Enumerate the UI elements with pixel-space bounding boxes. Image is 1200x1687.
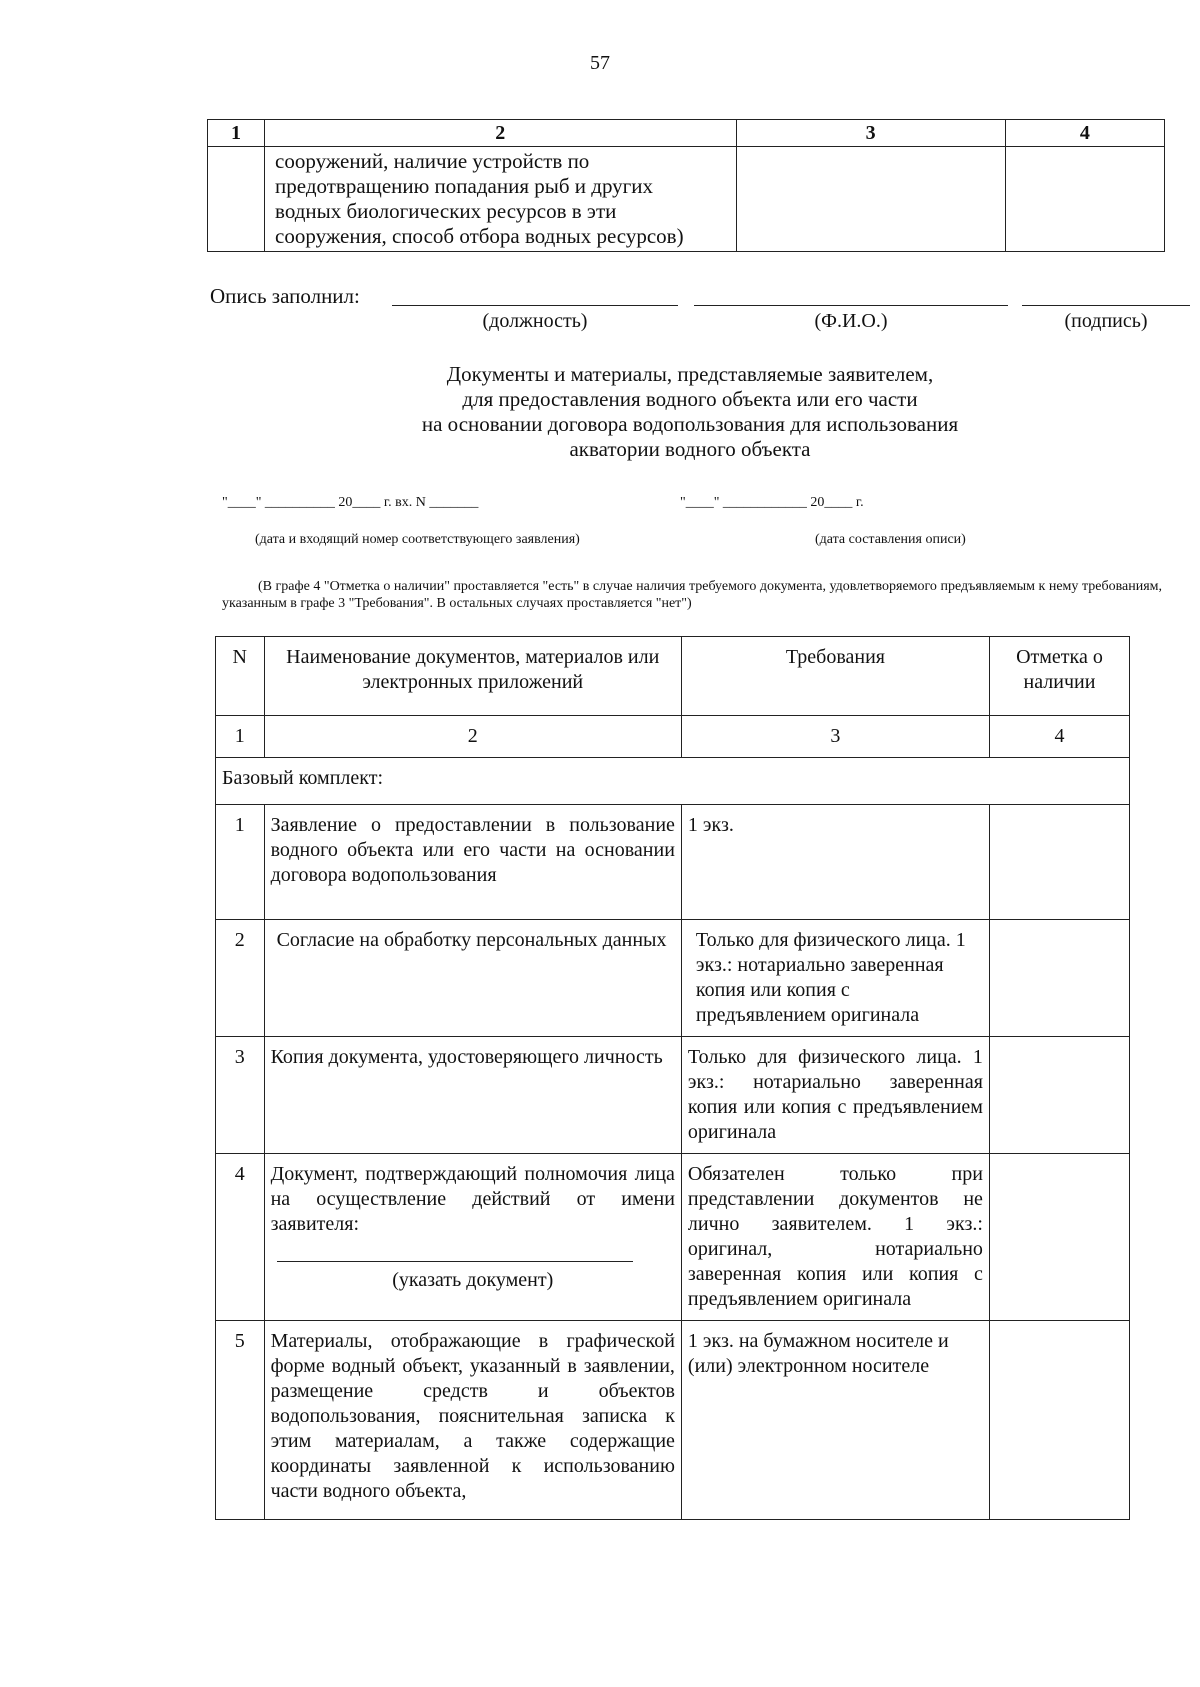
column-number-2: 2	[264, 716, 681, 758]
document-name: Согласие на обработку персональных данных	[264, 920, 681, 1037]
column-number-4: 4	[989, 716, 1129, 758]
cell-description	[265, 147, 736, 252]
title-line: для предоставления водного объекта или его части	[462, 387, 918, 411]
specify-document-caption: (указать документ)	[392, 1269, 554, 1291]
inventory-date-caption: (дата составления описи)	[815, 532, 966, 547]
column-numbers-row	[216, 716, 1130, 758]
application-date-caption: (дата и входящий номер соответствующего заявления)	[255, 532, 580, 547]
row-number: 5	[216, 1321, 265, 1520]
continuation-table-header	[208, 120, 1165, 147]
column-number-3: 3	[681, 716, 989, 758]
row-number: 2	[216, 920, 265, 1037]
availability-mark	[989, 920, 1129, 1037]
documents-table	[215, 636, 1130, 1520]
row-number: 3	[216, 1037, 265, 1154]
signature-line	[1022, 305, 1190, 306]
position-caption: (должность)	[482, 310, 588, 332]
table-row	[216, 1321, 1130, 1520]
availability-mark	[989, 1321, 1129, 1520]
table-row	[216, 1154, 1130, 1321]
row-number: 1	[216, 805, 265, 920]
name-line	[694, 305, 1008, 306]
availability-mark	[989, 1154, 1129, 1321]
header-document-name: Наименование документов, материалов или электронных приложений	[264, 637, 681, 716]
continuation-table-row	[208, 147, 1165, 252]
header-availability-mark: Отметка о наличии	[989, 637, 1129, 716]
requirements: Обязателен только при представлении документов не лично заявителем. 1 экз.: оригинал, нотариально заверенная копия или копия с предъявлением оригинала	[681, 1154, 989, 1321]
page-number: 57	[590, 52, 610, 74]
column-number-4: 4	[1005, 120, 1164, 147]
table-row	[216, 1037, 1130, 1154]
title-line: на основании договора водопользования для использования	[421, 412, 959, 436]
column-number-3: 3	[736, 120, 1005, 147]
document-name-cell	[264, 1154, 681, 1321]
specify-document-line	[277, 1237, 633, 1262]
column-number-1: 1	[216, 716, 265, 758]
section-title: Базовый комплект:	[216, 758, 1130, 805]
header-number: N	[216, 637, 265, 716]
continuation-table	[207, 119, 1165, 252]
requirements: 1 экз.	[681, 805, 989, 920]
text-line: водных биологических ресурсов в эти	[275, 199, 617, 223]
filled-by-label: Опись заполнил:	[210, 284, 360, 308]
table-row	[216, 805, 1130, 920]
text-line: сооружения, способ отбора водных ресурсов)	[275, 224, 684, 248]
title-line: Документы и материалы, представляемые заявителем,	[446, 362, 934, 386]
document-title	[300, 362, 1080, 462]
column-number-1: 1	[208, 120, 265, 147]
table-row	[216, 920, 1130, 1037]
document-name: Копия документа, удостоверяющего личность	[264, 1037, 681, 1154]
requirements: 1 экз. на бумажном носителе и (или) электронном носителе	[681, 1321, 989, 1520]
cell-empty	[736, 147, 1005, 252]
requirements: Только для физического лица. 1 экз.: нотариально заверенная копия или копия с предъявлением оригинала	[681, 1037, 989, 1154]
document-name: Заявление о предоставлении в пользование водного объекта или его части на основании договора водопользования	[264, 805, 681, 920]
cell-empty	[1005, 147, 1164, 252]
cell-empty	[208, 147, 265, 252]
availability-mark	[989, 805, 1129, 920]
header-requirements: Требования	[681, 637, 989, 716]
column-number-2: 2	[265, 120, 736, 147]
signature-caption: (подпись)	[1064, 310, 1148, 332]
documents-table-header	[216, 637, 1130, 716]
application-date-line: "____" __________ 20____ г. вх. N _______	[222, 495, 479, 510]
position-line	[392, 305, 678, 306]
text-line: предотвращению попадания рыб и других	[275, 174, 654, 198]
document-name: Документ, подтверждающий полномочия лица на осуществление действий от имени заявителя:	[270, 1163, 675, 1235]
row-number: 4	[216, 1154, 265, 1321]
availability-mark	[989, 1037, 1129, 1154]
name-caption: (Ф.И.О.)	[814, 310, 888, 332]
section-row	[216, 758, 1130, 805]
inventory-date-line: "____" ____________ 20____ г.	[680, 495, 864, 510]
title-line: акватории водного объекта	[569, 437, 811, 461]
instruction-note: (В графе 4 "Отметка о наличии" проставляется "есть" в случае наличия требуемого документа, удовлетворяемого предъявляемым к нему требованиям, указанным в графе 3 "Требования". В остальных случаях проставляется "нет")	[222, 579, 1162, 611]
requirements: Только для физического лица. 1 экз.: нотариально заверенная копия или копия с предъявлением оригинала	[681, 920, 989, 1037]
document-name: Материалы, отображающие в графической форме водный объект, указанный в заявлении, размещение средств и объектов водопользования, пояснительная записка к этим материалам, а также содержащие координаты заявленной к использованию части водного объекта,	[264, 1321, 681, 1520]
text-line: сооружений, наличие устройств по	[275, 149, 590, 173]
